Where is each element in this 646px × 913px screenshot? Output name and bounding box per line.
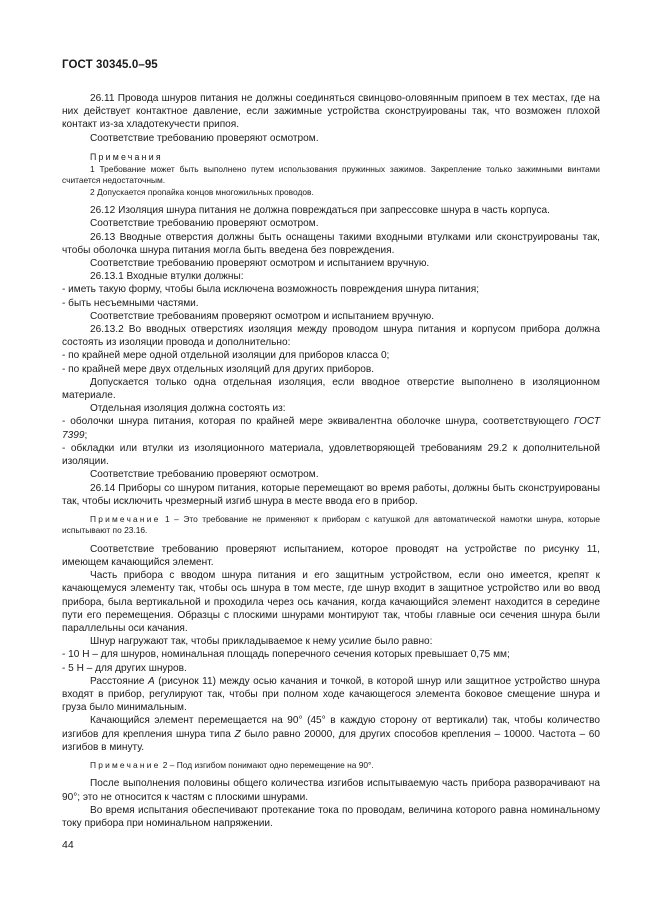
- note-text: 2 – Под изгибом понимают одно перемещение на 90°.: [160, 759, 374, 770]
- paragraph: [62, 675, 600, 715]
- compliance-check: Соответствие требованию проверяют осмотром.: [90, 469, 319, 481]
- paragraph: Допускается только одна отдельная изоляция, если вводное отверстие выполнено в изоляционном материале.: [62, 376, 600, 402]
- dimension-symbol: А: [148, 675, 155, 687]
- list-item: - 5 Н – для других шнуров.: [62, 662, 187, 674]
- attachment-type: Z: [234, 728, 241, 740]
- note-block: [62, 760, 600, 771]
- page-number: 44: [62, 839, 74, 851]
- compliance-check: Соответствие требованию проверяют осмотром и испытанием вручную.: [90, 258, 430, 270]
- paragraph-text: Качающийся элемент перемещается на 90° (45° в каждую сторону от вертикали) так, чтобы количество изгибов для крепления шнура типа: [62, 715, 600, 740]
- paragraph: Часть прибора с вводом шнура питания и его защитным устройством, если оно имеется, крепят к качающемуся элементу так, чтобы ось шнура в том месте, где шнур входит в защитное устройство или во ввод прибора, была вертикальной и проходила через ось качания, когда качающийся элемент находится в середине пути его перемещения. Образцы с плоскими шнурами монтируют так, чтобы главные оси сечения шнура были параллельны оси качания.: [62, 570, 600, 634]
- paragraph-text: (рисунок 11) между осью качания и точкой, в которой шнур или защитное устройство шнура входят в прибор, регулируют так, чтобы при полном ходе качающегося элемента боковое смещение шнура и груза было минимальным.: [62, 675, 600, 714]
- document-body: [62, 92, 600, 830]
- list-item: - иметь такую форму, чтобы была исключена возможность повреждения шнура питания;: [62, 284, 480, 296]
- paragraph: Шнур нагружают так, чтобы прикладываемое к нему усилие было равно:: [90, 636, 433, 648]
- clause-26-12: 26.12 Изоляция шнура питания не должна повреждаться при запрессовке шнура в часть корпуса.: [90, 205, 550, 217]
- clause-26-11: 26.11 Провода шнуров питания не должны соединяться свинцово-оловянным припоем в тех местах, где на них действует контактное давление, если зажимные устройства сконструированы так, что возможен плохой контакт из-за хладотекучести припоя.: [62, 93, 600, 131]
- clause-26-13: 26.13 Вводные отверстия должны быть оснащены такими входными втулками или сконструированы так, чтобы оболочка шнура питания могла быть введена без повреждения.: [62, 231, 600, 256]
- compliance-check: Соответствие требованию проверяют испытанием, которое проводят на устройстве по рисунку 11, имеющем качающийся элемент.: [62, 543, 600, 568]
- list-item: - обкладки или втулки из изоляционного материала, удовлетворяющей требованиям 29.2 к дополнительной изоляции.: [62, 442, 600, 468]
- compliance-check: Соответствие требованию проверяют осмотром.: [90, 132, 319, 144]
- note-item: 2 Допускается пропайка концов многожильных проводов.: [90, 186, 314, 197]
- note-label: Примечание: [90, 513, 161, 524]
- paragraph: Во время испытания обеспечивают протекание тока по проводам, величина которого равна номинальному току прибора при номинальном напряжении.: [62, 804, 600, 829]
- paragraph: Отдельная изоляция должна состоять из:: [90, 403, 286, 415]
- compliance-check: Соответствие требованиям проверяют осмотром и испытанием вручную.: [90, 310, 435, 322]
- list-item-text: - оболочки шнура питания, которая по крайней мере эквивалентна оболочке шнура, соответствующего: [62, 416, 574, 428]
- notes-heading: Примечания: [90, 151, 163, 162]
- list-item: - быть несъемными частями.: [62, 297, 199, 309]
- standard-code-header: ГОСТ 30345.0–95: [62, 59, 158, 71]
- paragraph-text: Расстояние: [90, 675, 149, 687]
- note-block: [62, 514, 600, 537]
- note-text: 1 – Это требование не применяют к приборам с катушкой для автоматической намотки шнура, которые испытывают по 23.16.: [62, 513, 600, 536]
- compliance-check: Соответствие требованию проверяют осмотром.: [90, 218, 319, 230]
- paragraph: После выполнения половины общего количества изгибов испытываемую часть прибора разворачивают на 90°; это не относится к частям с плоскими шнурами.: [62, 778, 600, 803]
- paragraph-text: было равно 20000, для других способов крепления – 10000. Частота – 60 изгибов в минуту.: [62, 728, 601, 753]
- note-item: 1 Требование может быть выполнено путем использования пружинных зажимов. Закрепление только зажимными винтами считается недостаточным.: [62, 164, 600, 186]
- paragraph: [62, 714, 600, 754]
- clause-26-13-1: 26.13.1 Входные втулки должны:: [90, 271, 244, 283]
- standard-reference: ГОСТ 7399: [62, 416, 600, 441]
- list-item: - по крайней мере двух отдельных изоляций для других приборов.: [62, 363, 375, 375]
- list-item: - по крайней мере одной отдельной изоляции для приборов класса 0;: [62, 350, 390, 362]
- clause-26-13-2: 26.13.2 Во вводных отверстиях изоляция между проводом шнура питания и корпусом прибора должна состоять из изоляции провода и дополнительно:: [62, 324, 600, 349]
- list-item: [62, 415, 600, 441]
- clause-26-14: 26.14 Приборы со шнуром питания, которые перемещают во время работы, должны быть сконструированы так, чтобы исключить чрезмерный изгиб шнура в месте ввода его в прибор.: [62, 482, 600, 507]
- note-label: Примечание: [90, 759, 161, 770]
- list-item-text: ;: [84, 429, 88, 441]
- list-item: - 10 Н – для шнуров, номинальная площадь поперечного сечения которых превышает 0,75 мм;: [62, 649, 510, 661]
